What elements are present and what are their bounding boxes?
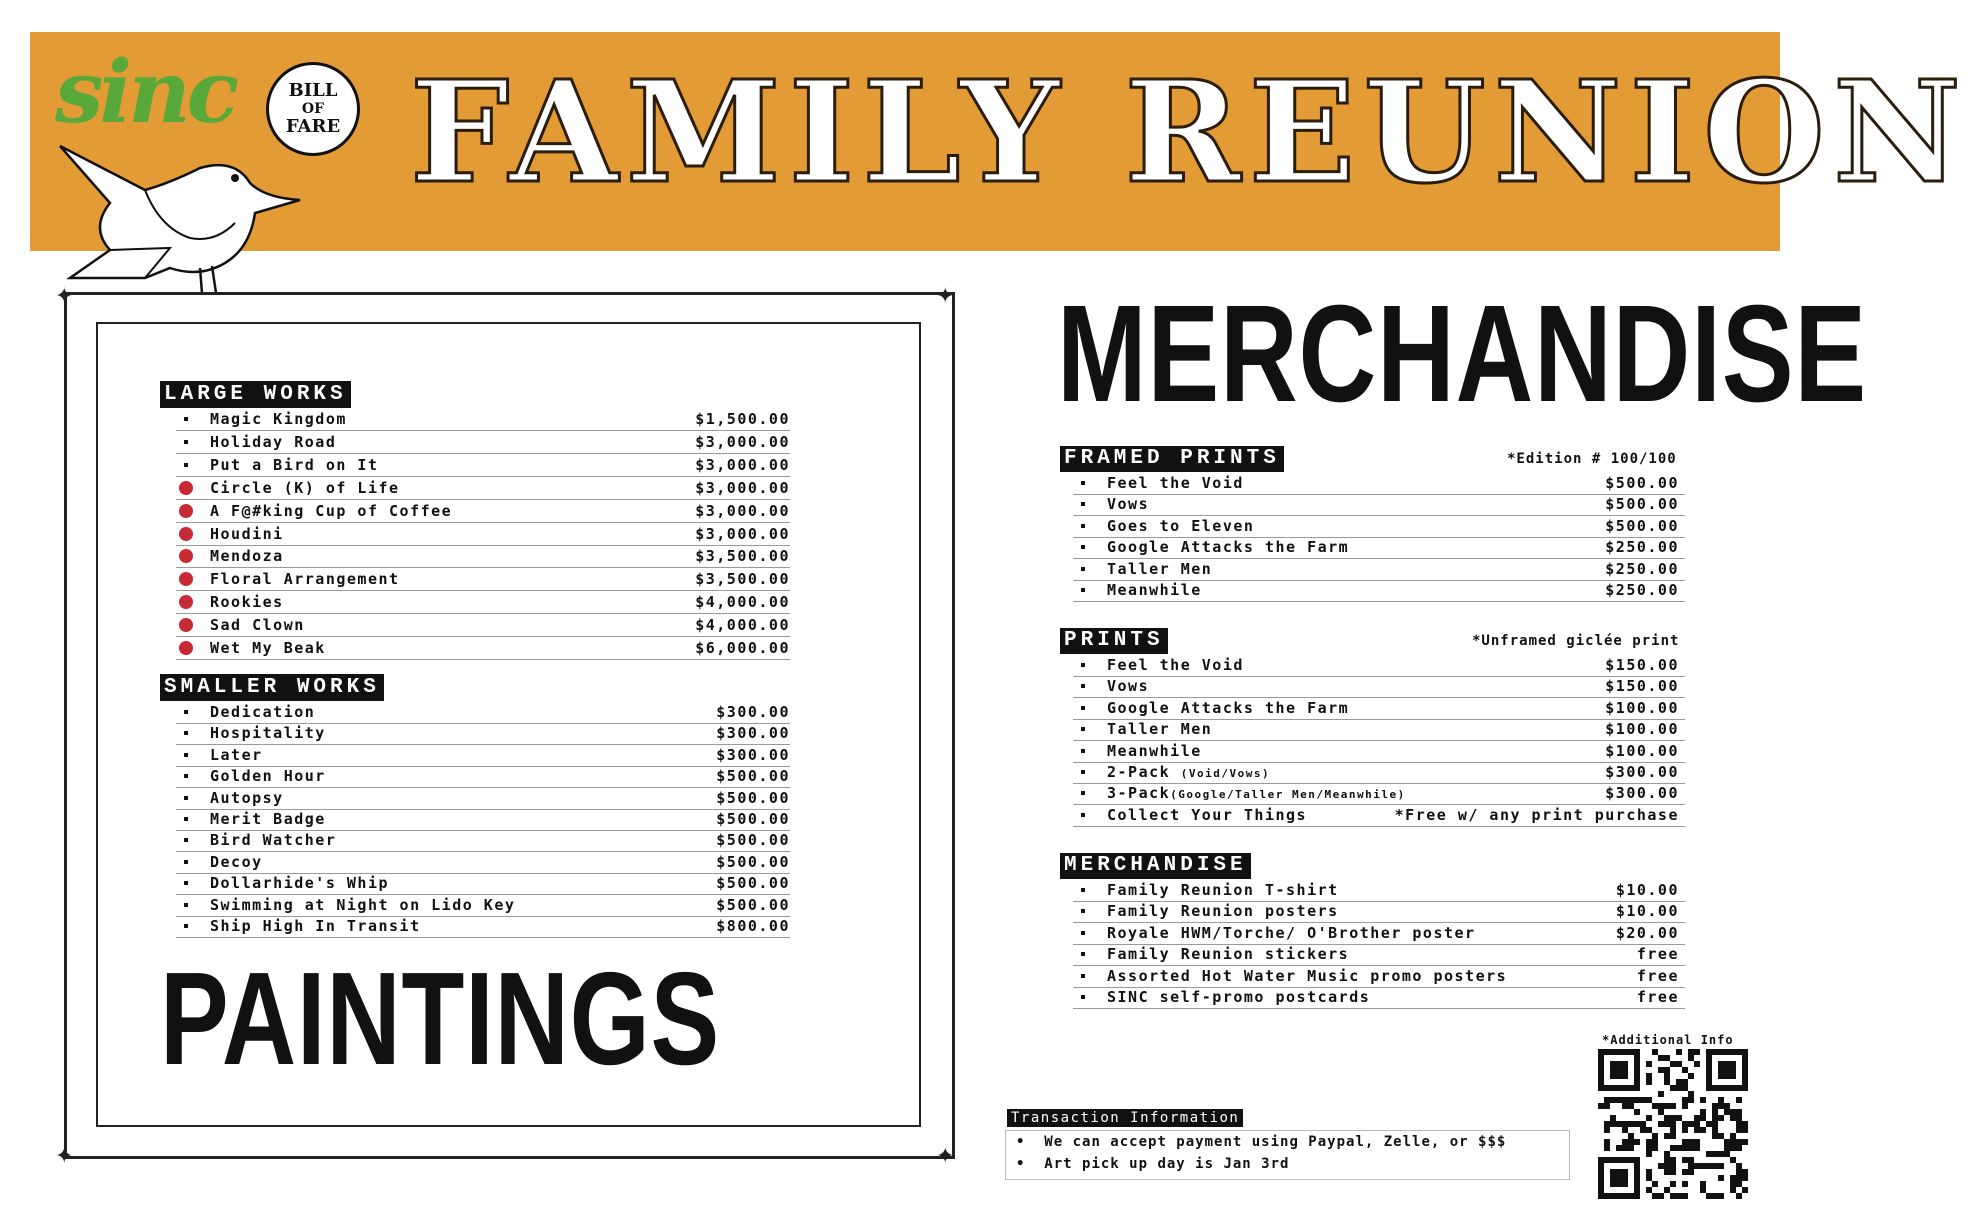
item-price: $500.00 xyxy=(716,874,790,893)
item-price: $4,000.00 xyxy=(695,616,790,635)
item-price: $500.00 xyxy=(716,810,790,828)
item-name xyxy=(1107,763,1605,781)
sold-dot-icon xyxy=(179,618,193,632)
item-name xyxy=(1107,881,1616,899)
sold-dot-icon xyxy=(179,549,193,563)
smaller-works-label: SMALLER WORKS xyxy=(160,674,384,701)
merchandise-label: MERCHANDISE xyxy=(1060,853,1251,879)
bullet-icon xyxy=(184,903,188,907)
item-name xyxy=(210,547,695,565)
flame-corner-icon: ✦ xyxy=(55,283,74,308)
item-detail: (Void/Vows) xyxy=(1180,767,1271,780)
item-name-text: Google Attacks the Farm xyxy=(1107,698,1350,717)
item-name xyxy=(210,874,716,892)
paintings-title: PAINTINGS xyxy=(160,945,720,1092)
list-item xyxy=(176,915,790,938)
list-item xyxy=(176,894,790,917)
bullet xyxy=(176,924,196,928)
list-item xyxy=(1073,804,1685,827)
item-name-text: Goes to Eleven xyxy=(1107,516,1255,535)
bullet xyxy=(1073,770,1093,774)
bullet xyxy=(1073,727,1093,731)
item-name xyxy=(210,724,716,742)
bill-of-fare-bubble xyxy=(266,62,360,156)
list-item xyxy=(1073,718,1685,741)
bullet xyxy=(1073,684,1093,688)
item-name-text: Feel the Void xyxy=(1107,474,1244,492)
list-item xyxy=(1073,654,1685,677)
bullet-icon xyxy=(1081,952,1085,956)
list-item xyxy=(1073,740,1685,763)
item-name-text: Autopsy xyxy=(210,788,284,807)
flame-corner-icon: ✦ xyxy=(55,1143,74,1168)
item-name-text: Feel the Void xyxy=(1107,656,1244,674)
item-name xyxy=(210,525,695,543)
list-item xyxy=(176,829,790,852)
bullet xyxy=(176,881,196,885)
item-name xyxy=(1107,656,1605,674)
item-name-text: Sad Clown xyxy=(210,616,305,635)
item-price: $500.00 xyxy=(1605,516,1679,535)
item-name xyxy=(210,593,695,611)
bullet-icon xyxy=(1081,749,1085,753)
list-item xyxy=(176,568,790,591)
bullet xyxy=(1073,813,1093,817)
item-name xyxy=(1107,784,1605,802)
bullet-icon xyxy=(1081,770,1085,774)
prints-note: *Unframed giclée print xyxy=(1472,633,1680,649)
item-price: $300.00 xyxy=(716,703,790,721)
item-price: $100.00 xyxy=(1605,698,1679,717)
bullet-icon xyxy=(1081,931,1085,935)
item-price: $3,000.00 xyxy=(695,455,790,474)
bullet xyxy=(1073,749,1093,753)
qr-label: *Additional Info xyxy=(1602,1033,1734,1047)
item-name xyxy=(1107,474,1605,492)
item-price: $500.00 xyxy=(716,788,790,807)
transaction-line-text: Art pick up day is Jan 3rd xyxy=(1044,1156,1290,1172)
item-price: $250.00 xyxy=(1605,581,1679,599)
item-name-text: Circle (K) of Life xyxy=(210,478,400,497)
item-price: $6,000.00 xyxy=(695,639,790,657)
flame-corner-icon: ✦ xyxy=(936,283,955,308)
item-price: $500.00 xyxy=(1605,474,1679,492)
list-item xyxy=(1073,943,1685,966)
item-name-text: Mendoza xyxy=(210,547,284,566)
bullet-icon xyxy=(184,817,188,821)
item-name-text: Vows xyxy=(1107,677,1150,696)
sinc-logo: sinc xyxy=(55,42,235,143)
item-price: $4,000.00 xyxy=(695,593,790,612)
transaction-line: • Art pick up day is Jan 3rd xyxy=(1016,1156,1290,1172)
item-name-text: Dollarhide's Whip xyxy=(210,874,390,893)
item-name-text: Decoy xyxy=(210,852,263,871)
bullet xyxy=(176,796,196,800)
bubble-line-1: BILL xyxy=(288,80,338,101)
list-item xyxy=(176,722,790,745)
item-price: $3,000.00 xyxy=(695,524,790,543)
list-item xyxy=(176,701,790,724)
sold-dot-icon xyxy=(179,572,193,586)
item-name-text: Dedication xyxy=(210,703,316,721)
item-name xyxy=(1107,560,1605,578)
bullet xyxy=(1073,974,1093,978)
bullet-icon xyxy=(184,838,188,842)
bullet xyxy=(176,572,196,586)
item-price: $500.00 xyxy=(1605,495,1679,514)
list-item xyxy=(1073,515,1685,538)
item-name xyxy=(210,570,695,588)
item-name xyxy=(1107,699,1605,717)
item-price: free xyxy=(1636,966,1679,985)
item-name xyxy=(1107,967,1637,985)
item-price: $300.00 xyxy=(1605,763,1679,781)
list-item xyxy=(176,808,790,831)
list-item xyxy=(176,614,790,637)
list-item xyxy=(1073,965,1685,988)
list-item xyxy=(1073,922,1685,945)
item-name xyxy=(1107,742,1605,760)
list-item xyxy=(176,851,790,874)
list-item xyxy=(176,591,790,614)
item-name-text: A F@#king Cup of Coffee xyxy=(210,501,453,520)
item-name-text: Rookies xyxy=(210,593,284,612)
large-works-label: LARGE WORKS xyxy=(160,381,351,408)
bullet-icon xyxy=(184,881,188,885)
item-price: $3,000.00 xyxy=(695,478,790,497)
bullet-icon xyxy=(184,440,188,444)
item-name-text: Meanwhile xyxy=(1107,741,1202,760)
item-price: $10.00 xyxy=(1615,902,1679,921)
item-name xyxy=(1107,924,1616,942)
bubble-line-3: FARE xyxy=(285,116,341,137)
item-name-text: Houdini xyxy=(210,524,284,543)
item-name-text: Holiday Road xyxy=(210,432,337,451)
item-name xyxy=(210,479,695,497)
page-title: FAMILY REUNION xyxy=(410,51,1969,215)
item-price: $3,000.00 xyxy=(695,501,790,520)
item-name-text: Family Reunion stickers xyxy=(1107,945,1350,964)
list-item xyxy=(176,500,790,523)
bullet-icon xyxy=(1081,524,1085,528)
item-price: $20.00 xyxy=(1615,923,1679,942)
bullet xyxy=(176,903,196,907)
item-price: *Free w/ any print purchase xyxy=(1394,805,1679,824)
bullet xyxy=(1073,888,1093,892)
item-name xyxy=(1107,720,1605,738)
sold-dot-icon xyxy=(179,504,193,518)
bullet xyxy=(176,641,196,655)
list-item xyxy=(176,787,790,810)
item-name xyxy=(210,746,716,764)
item-price: $100.00 xyxy=(1605,741,1679,760)
item-name-text: Vows xyxy=(1107,495,1150,514)
item-price: $250.00 xyxy=(1605,538,1679,557)
bullet xyxy=(1073,931,1093,935)
bullet-icon xyxy=(1081,545,1085,549)
framed-prints-note: *Edition # 100/100 xyxy=(1507,451,1677,467)
list-item xyxy=(176,637,790,660)
bullet xyxy=(1073,663,1093,667)
list-item xyxy=(1073,558,1685,581)
item-name-text: Google Attacks the Farm xyxy=(1107,538,1350,557)
item-price: $250.00 xyxy=(1605,559,1679,578)
bullet-icon xyxy=(1081,684,1085,688)
flame-corner-icon: ✦ xyxy=(936,1143,955,1168)
item-name xyxy=(1107,677,1605,695)
item-name xyxy=(1107,517,1605,535)
item-price: $500.00 xyxy=(716,895,790,914)
item-name-text: 2-Pack xyxy=(1107,763,1181,781)
bullet xyxy=(1073,524,1093,528)
list-item xyxy=(176,744,790,767)
list-item xyxy=(176,454,790,477)
item-name xyxy=(210,853,716,871)
bullet-icon xyxy=(1081,995,1085,999)
list-item xyxy=(1073,536,1685,559)
item-price: $1,500.00 xyxy=(695,410,790,428)
item-price: $500.00 xyxy=(716,852,790,871)
item-price: $800.00 xyxy=(716,917,790,935)
list-item xyxy=(1073,472,1685,495)
list-item xyxy=(1073,782,1685,805)
item-price: $150.00 xyxy=(1605,677,1679,696)
item-name-text: SINC self-promo postcards xyxy=(1107,988,1371,1006)
item-name xyxy=(210,767,716,785)
item-name-text: Swimming at Night on Lido Key xyxy=(210,895,516,914)
bullet-icon xyxy=(1081,727,1085,731)
item-name-text: Hospitality xyxy=(210,724,326,743)
item-name-text: Royale HWM/Torche/ O'Brother poster xyxy=(1107,923,1476,942)
bullet-icon xyxy=(1081,974,1085,978)
bullet xyxy=(1073,588,1093,592)
item-name xyxy=(210,433,695,451)
bullet xyxy=(1073,909,1093,913)
bullet-icon xyxy=(184,417,188,421)
bullet xyxy=(176,618,196,632)
list-item xyxy=(1073,493,1685,516)
sold-dot-icon xyxy=(179,527,193,541)
bullet-icon xyxy=(1081,909,1085,913)
item-name xyxy=(210,502,695,520)
bullet xyxy=(176,440,196,444)
bullet-icon xyxy=(184,731,188,735)
list-item xyxy=(1073,579,1685,602)
bullet-icon xyxy=(1081,706,1085,710)
bullet xyxy=(1073,481,1093,485)
bullet xyxy=(176,710,196,714)
item-name xyxy=(210,789,716,807)
bullet xyxy=(176,753,196,757)
item-name xyxy=(1107,495,1605,513)
item-price: $500.00 xyxy=(716,767,790,786)
list-item xyxy=(176,477,790,500)
bullet xyxy=(176,817,196,821)
item-name-text: 3-Pack xyxy=(1107,784,1171,803)
item-price: $100.00 xyxy=(1605,720,1679,739)
list-item xyxy=(1073,761,1685,784)
item-name xyxy=(210,896,716,914)
item-price: $3,000.00 xyxy=(695,432,790,451)
item-price: $10.00 xyxy=(1615,881,1679,899)
sold-dot-icon xyxy=(179,641,193,655)
bullet-icon xyxy=(184,774,188,778)
transaction-label: Transaction Information xyxy=(1007,1109,1243,1127)
item-name xyxy=(1107,538,1605,556)
bullet xyxy=(176,417,196,421)
bullet xyxy=(1073,545,1093,549)
list-item xyxy=(1073,879,1685,902)
bullet xyxy=(176,731,196,735)
item-name xyxy=(1107,988,1637,1006)
list-item xyxy=(1073,697,1685,720)
bullet-icon xyxy=(1081,813,1085,817)
transaction-box xyxy=(1005,1130,1570,1180)
bullet xyxy=(1073,995,1093,999)
item-name-text: Golden Hour xyxy=(210,767,326,786)
qr-code-icon[interactable] xyxy=(1598,1049,1748,1199)
bullet-icon xyxy=(1081,502,1085,506)
list-item xyxy=(176,765,790,788)
transaction-line: • We can accept payment using Paypal, Zelle, or $$$ xyxy=(1016,1134,1507,1150)
bullet xyxy=(176,504,196,518)
item-name-text: Family Reunion posters xyxy=(1107,902,1339,921)
list-item xyxy=(176,523,790,546)
item-name xyxy=(210,456,695,474)
item-name xyxy=(210,917,716,935)
bird-icon xyxy=(50,128,280,298)
list-item xyxy=(176,545,790,568)
list-item xyxy=(176,431,790,454)
bullet-icon xyxy=(184,924,188,928)
bullet-icon xyxy=(184,860,188,864)
bullet xyxy=(176,463,196,467)
list-item xyxy=(176,872,790,895)
item-price: free xyxy=(1636,988,1679,1006)
list-item xyxy=(176,408,790,431)
item-detail: (Google/Taller Men/Meanwhile) xyxy=(1170,788,1406,802)
item-name-text: Later xyxy=(210,745,263,764)
bubble-line-2: OF xyxy=(301,101,325,117)
bullet xyxy=(1073,502,1093,506)
bullet-icon xyxy=(1081,567,1085,571)
item-name-text: Magic Kingdom xyxy=(210,410,347,428)
item-name-text: Meanwhile xyxy=(1107,581,1202,599)
bullet xyxy=(1073,706,1093,710)
list-item xyxy=(1073,675,1685,698)
item-name xyxy=(210,831,716,849)
item-price: $300.00 xyxy=(1605,784,1679,803)
bullet xyxy=(1073,952,1093,956)
list-item xyxy=(1073,986,1685,1009)
item-price: free xyxy=(1636,945,1679,964)
bullet-icon xyxy=(1081,588,1085,592)
sold-dot-icon xyxy=(179,481,193,495)
item-price: $300.00 xyxy=(716,745,790,764)
bullet-icon xyxy=(1081,791,1085,795)
item-price: $3,500.00 xyxy=(695,570,790,589)
item-name-text: Taller Men xyxy=(1107,720,1213,739)
bullet xyxy=(176,549,196,563)
item-name-text: Floral Arrangement xyxy=(210,570,400,589)
item-price: $150.00 xyxy=(1605,656,1679,674)
item-price: $3,500.00 xyxy=(695,547,790,566)
item-name xyxy=(1107,902,1616,920)
item-name xyxy=(210,810,716,828)
item-name-text: Taller Men xyxy=(1107,559,1213,578)
bullet xyxy=(176,595,196,609)
item-name-text: Put a Bird on It xyxy=(210,455,379,474)
item-name-text: Wet My Beak xyxy=(210,639,326,657)
prints-label: PRINTS xyxy=(1060,628,1168,654)
bullet xyxy=(176,860,196,864)
item-name-text: Bird Watcher xyxy=(210,831,337,850)
item-name xyxy=(210,639,695,657)
item-name xyxy=(1107,806,1395,824)
item-name-text: Ship High In Transit xyxy=(210,917,421,935)
bullet xyxy=(1073,791,1093,795)
sold-dot-icon xyxy=(179,595,193,609)
bullet-icon xyxy=(1081,481,1085,485)
bullet xyxy=(176,774,196,778)
list-item xyxy=(1073,900,1685,923)
item-name xyxy=(210,616,695,634)
transaction-line-text: We can accept payment using Paypal, Zelle, or $$$ xyxy=(1044,1134,1507,1150)
bullet xyxy=(176,838,196,842)
bullet xyxy=(176,481,196,495)
bullet-icon xyxy=(184,753,188,757)
item-name xyxy=(1107,581,1605,599)
item-name xyxy=(1107,945,1637,963)
item-name-text: Family Reunion T-shirt xyxy=(1107,881,1339,899)
item-price: $500.00 xyxy=(716,831,790,850)
item-price: $300.00 xyxy=(716,724,790,743)
item-name-text: Merit Badge xyxy=(210,810,326,828)
bullet-icon xyxy=(1081,888,1085,892)
merchandise-title: MERCHANDISE xyxy=(1057,277,1867,431)
bullet xyxy=(1073,567,1093,571)
bullet xyxy=(176,527,196,541)
bullet-icon xyxy=(184,796,188,800)
item-name-text: Assorted Hot Water Music promo posters xyxy=(1107,966,1508,985)
item-name xyxy=(210,703,716,721)
framed-prints-label: FRAMED PRINTS xyxy=(1060,446,1284,472)
bullet-icon xyxy=(184,463,188,467)
item-name xyxy=(210,410,695,428)
bullet-icon xyxy=(184,710,188,714)
item-name-text: Collect Your Things xyxy=(1107,805,1308,824)
bullet-icon xyxy=(1081,663,1085,667)
